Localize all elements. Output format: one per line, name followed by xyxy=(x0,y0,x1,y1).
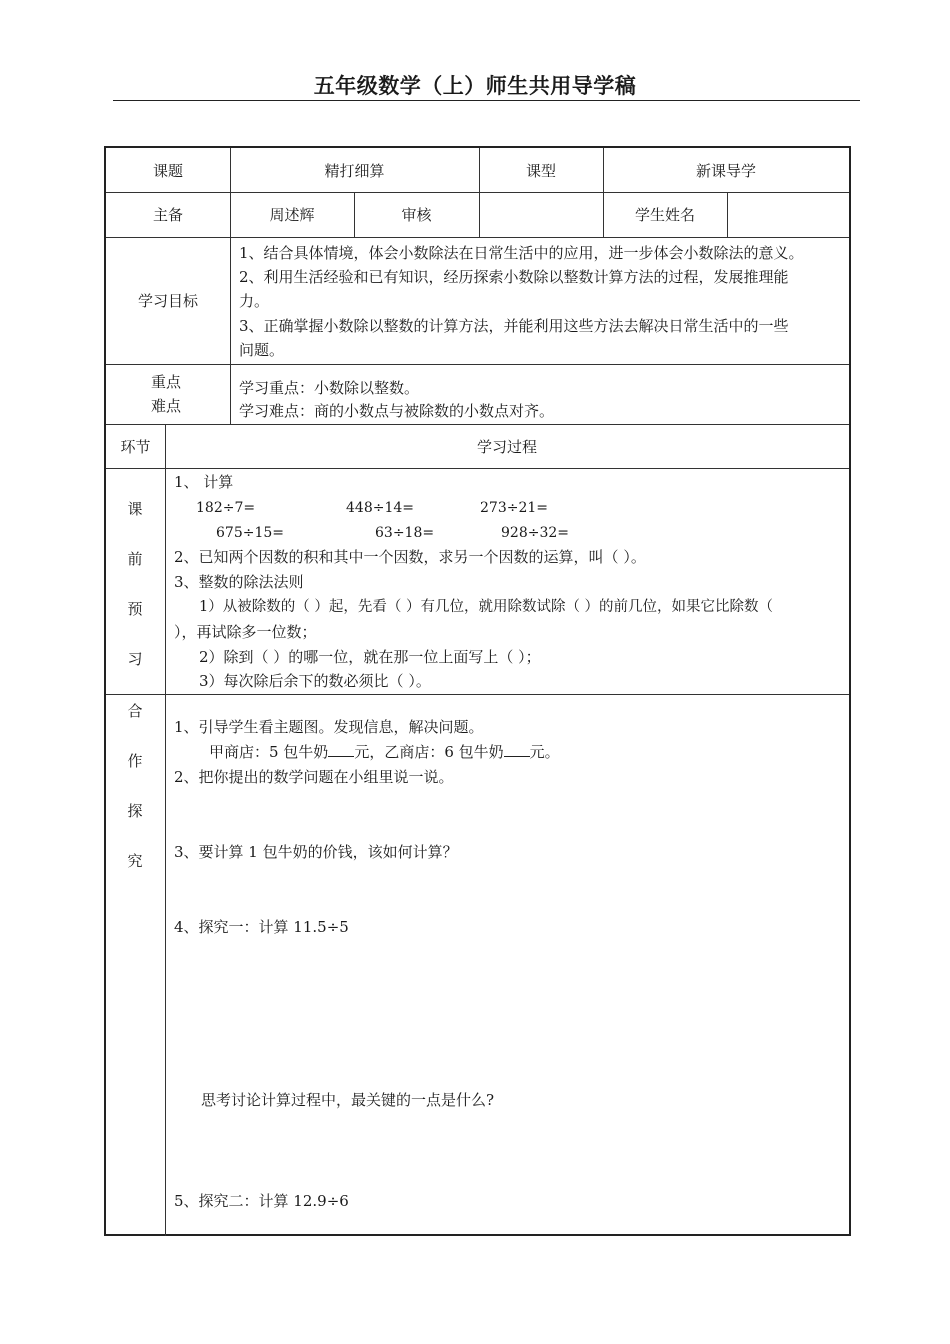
explore-item3: 3、要计算 1 包牛奶的价钱，该如何计算？ xyxy=(174,843,458,861)
shop-a-text: 甲商店：5 包牛奶 xyxy=(209,743,329,761)
explore-item5: 5、探究二：计算 12.9÷6 xyxy=(174,1192,349,1210)
label-topic: 课题 xyxy=(152,161,183,180)
objective-line: 1、结合具体情境，体会小数除法在日常生活中的应用，进一步体会小数除法的意义。 xyxy=(239,244,804,262)
label-student-name: 学生姓名 xyxy=(634,206,695,224)
student-name-field[interactable] xyxy=(727,192,849,237)
objective-line: 力。 xyxy=(239,292,270,310)
price-blank-b[interactable] xyxy=(504,742,530,757)
preview-label-char: 预 xyxy=(127,600,143,618)
preview-item3-title: 3、整数的除法法则 xyxy=(174,573,304,591)
label-learning-process: 学习过程 xyxy=(476,437,537,456)
preparer-value: 周述辉 xyxy=(269,206,315,224)
explore-item4: 4、探究一：计算 11.5÷5 xyxy=(174,918,349,936)
explore-label-char: 究 xyxy=(127,852,143,870)
label-lesson-type: 课型 xyxy=(525,161,556,180)
explore-item2: 2、把你提出的数学问题在小组里说一说。 xyxy=(174,768,454,786)
difficult-point-text: 学习难点：商的小数点与被除数的小数点对齐。 xyxy=(239,402,555,420)
unit-text: 元。 xyxy=(529,743,560,761)
calc-exercise: 448÷14= xyxy=(346,500,414,516)
division-rule-1a: 1）从被除数的（ ）起，先看（ ）有几位，就用除数试除（ ）的前几位，如果它比除数（ xyxy=(199,599,774,615)
row-divider xyxy=(106,364,849,365)
preview-item2: 2、已知两个因数的积和其中一个因数，求另一个因数的运算，叫（ ）。 xyxy=(174,548,646,566)
calc-exercise: 928÷32= xyxy=(501,525,569,541)
division-rule-1b: ），再试除多一位数； xyxy=(174,623,317,641)
preview-item1-title: 1、 计算 xyxy=(174,473,234,491)
preview-label-char: 习 xyxy=(127,650,143,668)
label-preparer: 主备 xyxy=(152,206,183,224)
label-difficult-point: 难点 xyxy=(151,397,182,415)
explore-label-char: 探 xyxy=(127,802,143,820)
calc-exercise: 675÷15= xyxy=(216,525,284,541)
label-objectives: 学习目标 xyxy=(137,292,198,310)
col-divider xyxy=(165,424,166,1236)
calc-exercise: 273÷21= xyxy=(480,500,548,516)
preview-label-char: 前 xyxy=(127,550,143,568)
preview-label-char: 课 xyxy=(127,500,143,518)
explore-item1-shops xyxy=(209,740,560,764)
worksheet-table xyxy=(104,146,851,1236)
shop-b-text: 元，乙商店：6 包牛奶 xyxy=(354,743,504,761)
calc-exercise: 182÷7= xyxy=(196,500,256,516)
document-title: 五年级数学（上）师生共用导学稿 xyxy=(313,74,637,98)
explore-think-question: 思考讨论计算过程中，最关键的一点是什么? xyxy=(201,1091,495,1109)
row-divider xyxy=(106,694,849,695)
objective-line: 问题。 xyxy=(239,341,285,359)
explore-item1: 1、引导学生看主题图。发现信息，解决问题。 xyxy=(174,718,484,736)
topic-value: 精打细算 xyxy=(324,161,385,180)
reviewer-field[interactable] xyxy=(479,192,603,237)
calc-exercise: 63÷18= xyxy=(375,525,435,541)
objective-line: 3、正确掌握小数除以整数的计算方法，并能利用这些方法去解决日常生活中的一些 xyxy=(239,317,789,335)
key-point-text: 学习重点：小数除以整数。 xyxy=(239,379,420,397)
row-divider xyxy=(106,468,849,469)
label-reviewer: 审核 xyxy=(401,206,432,224)
objective-line: 2、利用生活经验和已有知识，经历探索小数除以整数计算方法的过程，发展推理能 xyxy=(239,268,789,286)
title-underline xyxy=(113,100,860,101)
explore-label-char: 作 xyxy=(127,752,143,770)
label-stage: 环节 xyxy=(120,437,151,456)
label-key-point: 重点 xyxy=(151,373,182,391)
division-rule-2: 2）除到（ ）的哪一位，就在那一位上面写上（ ）； xyxy=(199,648,541,666)
division-rule-3: 3）每次除后余下的数必须比（ ）。 xyxy=(199,672,431,690)
explore-label-char: 合 xyxy=(127,702,143,720)
price-blank-a[interactable] xyxy=(328,742,354,757)
lesson-type-value: 新课导学 xyxy=(695,161,756,180)
